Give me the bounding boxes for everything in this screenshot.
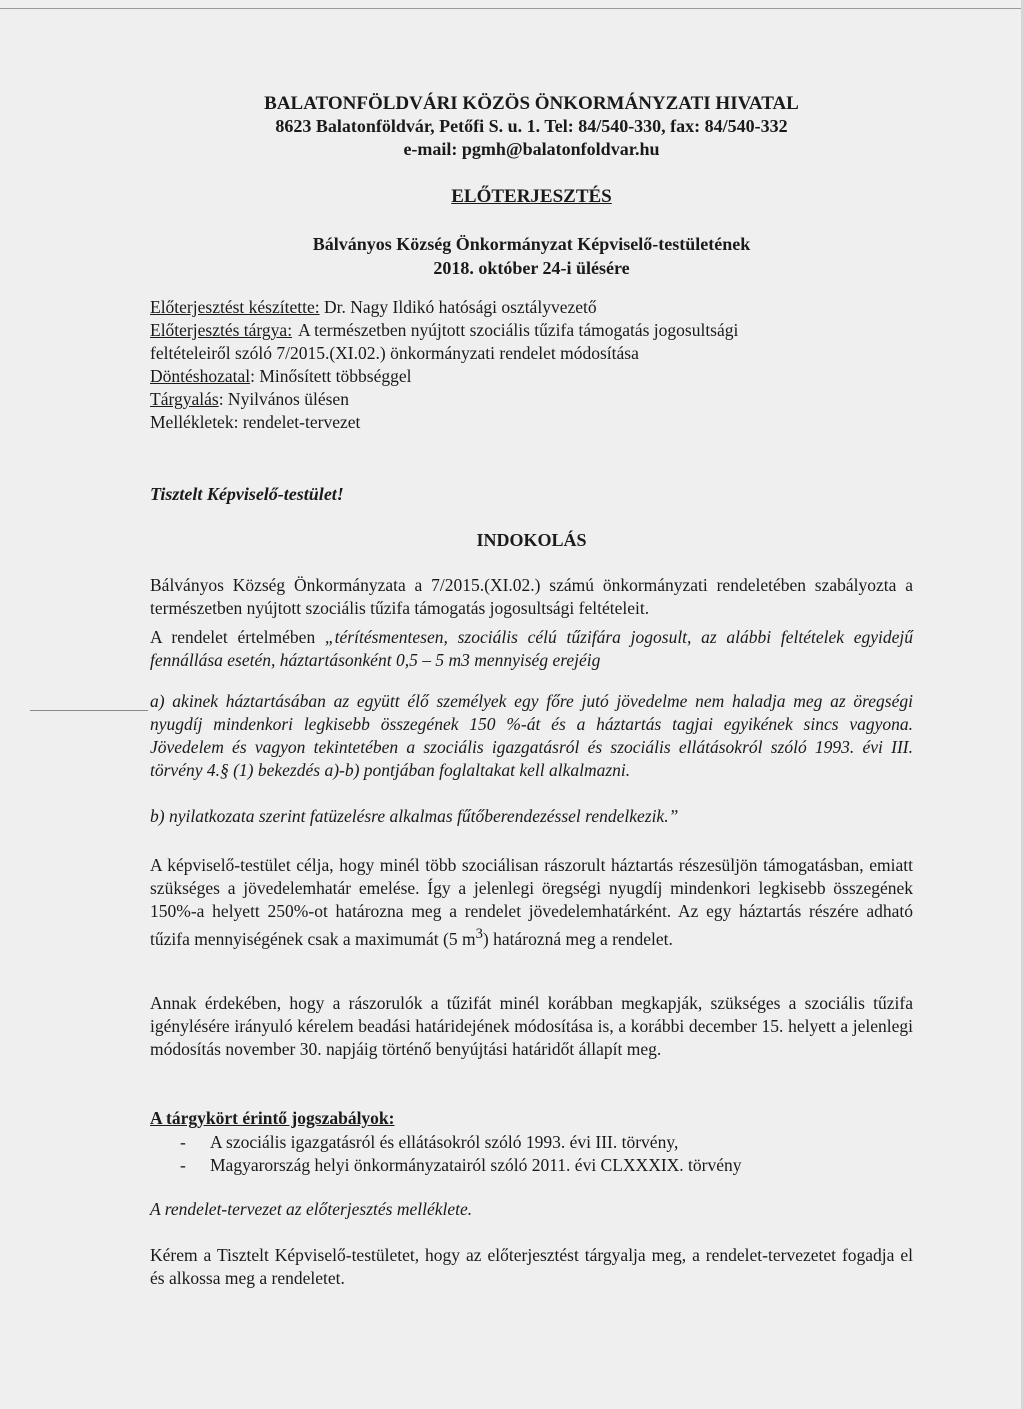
meta-subject-label: Előterjesztés tárgya: [150,320,293,340]
quote-intro-italic: „térítésmentesen, szociális célú tűzifára jogosult, az alábbi feltételek egyidejű fennállása esetén, háztartásonként 0,5 – 5 m3 mennyiség erejéig [150,627,913,670]
meta-prepared [150,296,913,319]
meta-hearing [150,388,913,411]
list-dash: - [180,1155,186,1175]
org-address: 8623 Balatonföldvár, Petőfi S. u. 1. Tel: 84/540-330, fax: 84/540-332 [275,116,788,136]
paragraph-deadline: Annak érdekében, hogy a rászorulók a tűzifát minél korábban megkapják, szükséges a szociális tűzifa igénylésére irányuló kérelem beadási határidejének módosítása is, a korábbi december 15. helyett a jelenlegi módosítás november 30. napjáig történő benyújtási határidőt állapít meg. [150,993,913,1059]
document-subtitle [150,232,913,280]
list-item [150,1154,913,1177]
goal-text-b: ) határozná meg a rendelet. [482,928,673,949]
subtitle-line-2: 2018. október 24-i ülésére [433,258,630,278]
paragraph-quote-intro [150,626,913,672]
quote-point-a: a) akinek háztartásában az együtt élő személyek egy főre jutó jövedelme nem haladja meg az öregségi nyugdíj mindenkori legkisebb összegének 150 %-át és a háztartás tagjai egyikének sincs vagyona. Jövedelem és vagyon tekintetében a szociális igazgatásról és szociális ellátásokról szóló 1993. évi III. törvény 4.§ (1) bekezdés a)-b) pontjában foglaltakat kell alkalmazni. [150,691,913,780]
list-item [150,1131,913,1154]
scan-margin-mark [30,710,148,711]
paragraph-goal [150,854,913,951]
document-meta [150,296,913,434]
letterhead [150,92,913,161]
subtitle-line-1: Bálványos Község Önkormányzat Képviselő-testületének [312,234,751,254]
meta-subject-value-1: A természetben nyújtott szociális tűzifa támogatás jogosultsági [298,320,739,340]
section-title: INDOKOLÁS [476,530,587,550]
meta-prepared-value: Dr. Nagy Ildikó hatósági osztályvezető [319,297,597,317]
meta-prepared-label: Előterjesztést készítette: [150,297,320,317]
annex-note: A rendelet-tervezet az előterjesztés melléklete. [150,1199,473,1219]
laws-list [150,1131,913,1177]
meta-subject [150,319,913,342]
meta-decision-label: Döntéshozatal [150,366,251,386]
paragraph-closing: Kérem a Tisztelt Képviselő-testületet, hogy az előterjesztést tárgyalja meg, a rendelet-tervezetet fogadja el és alkossa meg a rendeletet. [150,1245,913,1288]
document-title: ELŐTERJESZTÉS [451,186,612,207]
org-email: e-mail: pgmh@balatonfoldvar.hu [403,139,660,159]
law-item-1: A szociális igazgatásról és ellátásokról szóló 1993. évi III. törvény, [210,1132,679,1152]
list-dash: - [180,1132,186,1152]
laws-heading: A tárgykört érintő jogszabályok: [150,1108,395,1128]
quote-point-b: b) nyilatkozata szerint fatüzelésre alkalmas fűtőberendezéssel rendelkezik.” [150,806,679,826]
meta-hearing-value: : Nyilvános ülésen [218,389,349,409]
quote-intro-plain: A rendelet értelmében [150,627,325,647]
paragraph-intro: Bálványos Község Önkormányzata a 7/2015.(XI.02.) számú önkormányzati rendeletében szabályozta a természetben nyújtott szociális tűzifa támogatás jogosultsági feltételeit. [150,575,913,618]
law-item-2: Magyarország helyi önkormányzatairól szóló 2011. évi CLXXXIX. törvény [210,1155,742,1175]
org-name: BALATONFÖLDVÁRI KÖZÖS ÖNKORMÁNYZATI HIVATAL [264,93,799,114]
goal-text-a: A képviselő-testület célja, hogy minél több szociálisan rászorult háztartás részesüljön támogatásban, emiatt szükséges a jövedelemhatár emelése. Így a jelenlegi öregségi nyugdíj mindenkori legkisebb összegének 150%-a helyett 250%-ot határozna meg a rendelet jövedelemhatárként. Az egy háztartás részére adható tűzifa mennyiségének csak a maximumát (5 m [150,855,913,949]
meta-decision-value: : Minősített többséggel [250,366,412,386]
goal-superscript: 3 [475,926,483,942]
meta-subject-value-2: feltételeiről szóló 7/2015.(XI.02.) önkormányzati rendelet módosítása [150,343,639,363]
meta-annex: Mellékletek: rendelet-tervezet [150,412,361,432]
salutation: Tisztelt Képviselő-testület! [150,484,344,504]
scan-top-edge [0,8,1024,9]
meta-decision [150,365,913,388]
meta-hearing-label: Tárgyalás [150,389,219,409]
